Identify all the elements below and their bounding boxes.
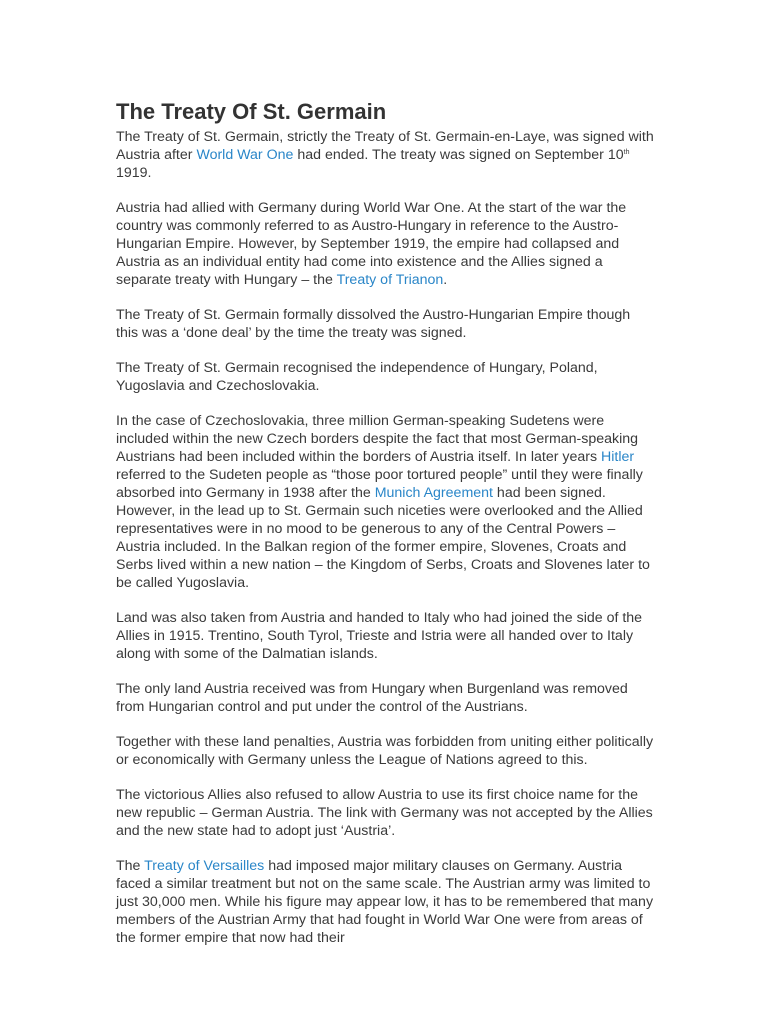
text: . — [443, 272, 448, 288]
article-title: The Treaty Of St. Germain — [116, 99, 387, 124]
link-treaty-of-trianon[interactable]: Treaty of Trianon — [336, 272, 444, 288]
text: Austria had allied with Germany during World War One. At the start of the war the country was commonly referred to as Austro-Hungary in reference to the Austro-Hungarian Empire. However, by September 1919, the empire had collapsed and Austria as an individual entity had come into existence and the Allies signed a separate treaty with Hungary – the — [116, 200, 627, 288]
link-munich-agreement[interactable]: Munich Agreement — [374, 485, 493, 501]
paragraph-4: The Treaty of St. Germain recognised the independence of Hungary, Poland, Yugoslavia and Czechoslovakia. — [116, 360, 598, 394]
paragraph-1 — [116, 128, 656, 182]
link-hitler[interactable]: Hitler — [601, 449, 635, 465]
paragraph-2 — [116, 199, 656, 289]
paragraph-10 — [116, 857, 656, 947]
text: had been signed. However, in the lead up to St. Germain such niceties were overlooked and the Allied representatives were in no mood to be generous to any of the Central Powers – Austria included. In the Balkan region of the former empire, Slovenes, Croats and Serbs lived within a new nation – the Kingdom of Serbs, Croats and Slovenes later to be called Yugoslavia. — [116, 485, 650, 591]
text: had ended. The treaty was signed on September 10 — [293, 147, 624, 163]
text: had imposed major military clauses on Germany. Austria faced a similar treatment but not on the same scale. The Austrian army was limited to just 30,000 men. While his figure may appear low, it has to be remembered that many members of the Austrian Army that had fought in World War One were from areas of the former empire that now had their — [116, 858, 654, 946]
text: referred to the Sudeten people as “those poor tortured people” until they were finally absorbed into Germany in 1938 after the — [116, 467, 643, 501]
link-world-war-one[interactable]: World War One — [196, 147, 294, 163]
link-treaty-of-versailles[interactable]: Treaty of Versailles — [144, 858, 265, 874]
text: In the case of Czechoslovakia, three million German-speaking Sudetens were included within the new Czech borders despite the fact that most German-speaking Austrians had been included within the borders of Austria itself. In later years — [116, 413, 639, 465]
superscript: th — [623, 149, 630, 156]
paragraph-8: Together with these land penalties, Austria was forbidden from uniting either politically or economically with Germany unless the League of Nations agreed to this. — [116, 734, 654, 768]
paragraph-7: The only land Austria received was from Hungary when Burgenland was removed from Hungarian control and put under the control of the Austrians. — [116, 681, 628, 715]
text: The Treaty of St. Germain, strictly the Treaty of St. Germain-en-Laye, was signed with Austria after — [116, 129, 654, 163]
article — [116, 98, 656, 964]
paragraph-9: The victorious Allies also refused to allow Austria to use its first choice name for the new republic – German Austria. The link with Germany was not accepted by the Allies and the new state had to adopt just ‘Austria’. — [116, 787, 653, 839]
paragraph-3: The Treaty of St. Germain formally dissolved the Austro-Hungarian Empire though this was a ‘done deal’ by the time the treaty was signed. — [116, 307, 631, 341]
paragraph-5 — [116, 412, 656, 592]
text: The — [116, 858, 145, 874]
paragraph-6: Land was also taken from Austria and handed to Italy who had joined the side of the Allies in 1915. Trentino, South Tyrol, Trieste and Istria were all handed over to Italy along with some of the Dalmatian islands. — [116, 610, 643, 662]
text: 1919. — [116, 165, 152, 181]
